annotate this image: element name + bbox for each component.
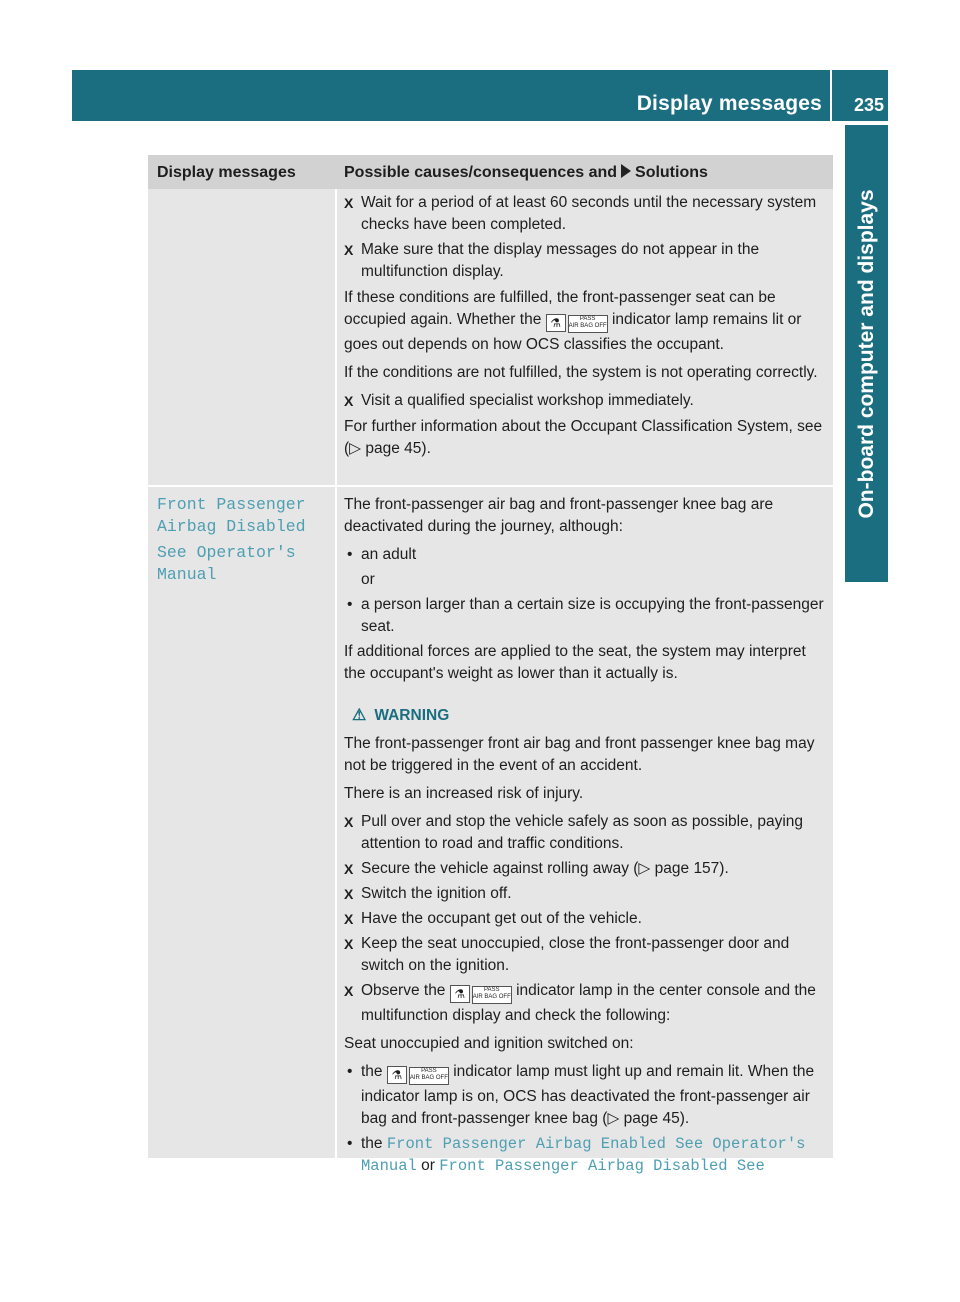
step-marker-icon: X — [344, 861, 354, 877]
arrow-right-icon — [621, 164, 631, 178]
step-marker-icon: X — [344, 886, 354, 902]
passenger-airbag-off-lamp-icon: ⚗ PASS AIR BAG OFF — [450, 983, 512, 1005]
or-text: or — [361, 571, 375, 588]
instruction-step: X Secure the vehicle against rolling away (▷ page 157). — [344, 858, 830, 880]
step-marker-icon: X — [344, 242, 354, 258]
page-header-bar — [72, 70, 888, 121]
instruction-step: X Have the occupant get out of the vehicle. — [344, 908, 830, 930]
col-header-solutions-text: Solutions — [635, 164, 708, 181]
row-divider — [148, 485, 833, 487]
bullet-item: • the ⚗ PASS AIR BAG OFF indicator lamp must light up and remain lit. When the indicator lamp is on, OCS has deactivated the front-passenger air bag and front-passenger knee bag (▷ page 45). — [347, 1063, 815, 1127]
step-marker-icon: X — [344, 195, 354, 211]
col-header-causes-text: Possible causes/consequences and — [344, 164, 618, 181]
column-divider — [335, 189, 337, 1158]
warning-heading: ⚠ WARNING — [344, 705, 830, 727]
warning-text: The front-passenger front air bag and front passenger knee bag may not be triggered in the event of an accident. — [344, 735, 815, 774]
bullet-item: • the Front Passenger Airbag Enabled See Operator's Manual or Front Passenger Airbag Disabled See — [347, 1135, 806, 1175]
paragraph: If these conditions are fulfilled, the front-passenger seat can be occupied again. Whether the ⚗ PASS AIR BAG OFF indicator lamp remains lit or goes out depends on how OCS classifies the occupant. — [344, 289, 802, 353]
step-marker-icon: X — [344, 936, 354, 952]
section-tab-marker — [845, 539, 888, 582]
paragraph: If additional forces are applied to the seat, the system may interpret the occupant's weight as lower than it actually is. — [344, 643, 806, 682]
passenger-airbag-off-lamp-icon: ⚗ PASS AIR BAG OFF — [387, 1064, 449, 1086]
display-message-cell — [157, 494, 327, 590]
instruction-step: X Make sure that the display messages do not appear in the multifunction display. — [344, 241, 760, 280]
section-tab — [845, 125, 888, 582]
section-tab-label: On-board computer and displays — [854, 188, 878, 519]
table-header — [148, 155, 833, 189]
paragraph: The front-passenger air bag and front-passenger knee bag are deactivated during the journey, although: — [344, 496, 774, 535]
paragraph: If the conditions are not fulfilled, the system is not operating correctly. — [344, 364, 818, 381]
col-header-display-messages: Display messages — [157, 164, 296, 181]
instruction-step: X Switch the ignition off. — [344, 883, 830, 905]
instruction-step: X Keep the seat unoccupied, close the front-passenger door and switch on the ignition. — [344, 935, 790, 974]
display-messages-table — [148, 155, 833, 1175]
step-marker-icon: X — [344, 911, 354, 927]
display-message-inline: Front Passenger Airbag Enabled See Operator's Manual — [361, 1135, 806, 1175]
warning-triangle-icon: ⚠ — [352, 707, 367, 724]
bullet-item: • a person larger than a certain size is occupying the front-passenger seat. — [347, 596, 824, 635]
step-marker-icon: X — [344, 393, 354, 409]
page-header-title: Display messages — [636, 92, 822, 115]
instruction-step: X Wait for a period of at least 60 seconds until the necessary system checks have been completed. — [344, 194, 817, 233]
paragraph: For further information about the Occupant Classification System, see (▷ page 45). — [344, 418, 823, 457]
paragraph: There is an increased risk of injury. — [344, 785, 584, 802]
table-row-2-content — [344, 494, 830, 1180]
instruction-step: X Observe the ⚗ PASS AIR BAG OFF indicator lamp in the center console and the multifunction display and check the following: — [344, 982, 816, 1024]
passenger-airbag-off-lamp-icon: ⚗ PASS AIR BAG OFF — [546, 312, 608, 334]
step-marker-icon: X — [344, 983, 354, 999]
paragraph: Seat unoccupied and ignition switched on: — [344, 1035, 634, 1052]
display-message-line: See Operator's Manual — [157, 543, 296, 584]
bullet-item: • an adult — [347, 546, 417, 563]
header-separator — [830, 70, 832, 121]
step-marker-icon: X — [344, 814, 354, 830]
col-header-causes — [344, 164, 708, 182]
table-row-1-content — [344, 192, 830, 466]
display-message-inline: Front Passenger Airbag Disabled See — [439, 1157, 765, 1175]
instruction-step: X Visit a qualified specialist workshop immediately. — [344, 390, 830, 412]
instruction-step: X Pull over and stop the vehicle safely as soon as possible, paying attention to road and traffic conditions. — [344, 813, 804, 852]
page-number: 235 — [853, 95, 884, 115]
display-message-line: Front Passenger Airbag Disabled — [157, 495, 306, 536]
